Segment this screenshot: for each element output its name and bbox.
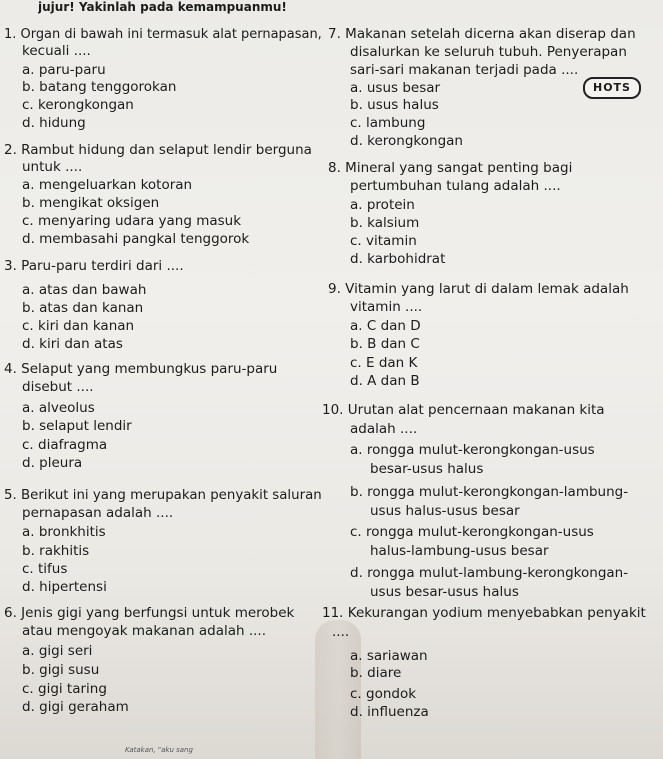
option-text: b. selaput lendir [22,418,132,434]
option-text: c. rongga mulut-kerongkongan-usus [350,524,594,540]
option-text: a. bronkhitis [22,524,106,540]
option-text: .... [332,624,350,640]
option-text: besar-usus halus [370,461,484,477]
option-text: c. menyaring udara yang masuk [22,213,242,229]
footer-text: Katakan, "aku sang [125,746,193,754]
option-text: c. diafragma [22,437,108,453]
option-text: vitamin .... [350,299,423,315]
option-text: d. kerongkongan [350,133,463,149]
option-text: c. tifus [22,561,68,577]
option-text: d. kiri dan atas [22,336,123,352]
option-text: b. diare [350,665,402,681]
option-text: d. karbohidrat [350,251,446,267]
option-text: c. gigi taring [22,681,107,697]
question-text: 6. Jenis gigi yang berfungsi untuk merobek [4,605,295,621]
option-text: d. membasahi pangkal tenggorok [22,231,250,247]
option-text: a. paru-paru [22,62,106,78]
option-text: c. vitamin [350,233,417,249]
question-text: 9. Vitamin yang larut di dalam lemak adalah [328,281,629,297]
option-text: b. atas dan kanan [22,300,144,316]
option-text: d. influenza [350,704,429,720]
option-text: a. sariawan [350,648,428,664]
option-text: usus halus-usus besar [370,503,520,519]
option-text: d. gigi geraham [22,699,129,715]
option-text: d. pleura [22,455,83,471]
option-text: pernapasan adalah .... [22,505,174,521]
option-text: a. atas dan bawah [22,282,147,298]
option-text: a. usus besar [350,80,441,96]
question-text: 11. Kekurangan yodium menyebabkan penyakit [322,605,646,621]
option-text: b. batang tenggorokan [22,79,177,95]
option-text: b. rakhitis [22,543,90,559]
option-text: b. gigi susu [22,662,100,678]
option-text: usus besar-usus halus [370,584,519,600]
question-text: 8. Mineral yang sangat penting bagi [328,160,573,176]
option-text: a. rongga mulut-kerongkongan-usus [350,442,595,458]
question-text: 10. Urutan alat pencernaan makanan kita [322,402,605,418]
option-text: c. gondok [350,686,417,702]
option-text: c. E dan K [350,355,418,371]
option-text: untuk .... [22,159,83,175]
option-text: halus-lambung-usus besar [370,543,549,559]
option-text: a. protein [350,197,415,213]
page-header: jujur! Yakinlah pada kemampuanmu! [38,0,287,14]
question-text: 3. Paru-paru terdiri dari .... [4,258,184,274]
option-text: atau mengoyak makanan adalah .... [22,623,267,639]
option-text: b. usus halus [350,97,439,113]
option-text: a. alveolus [22,400,95,416]
option-text: c. kiri dan kanan [22,318,135,334]
option-text: sari-sari makanan terjadi pada .... [350,62,579,78]
option-text: a. mengeluarkan kotoran [22,177,193,193]
option-text: a. gigi seri [22,643,93,659]
option-text: kecuali .... [22,43,91,59]
question-text: 1. Organ di bawah ini termasuk alat pernapasan, [4,26,322,42]
option-text: pertumbuhan tulang adalah .... [350,178,561,194]
option-text: b. rongga mulut-kerongkongan-lambung- [350,484,629,500]
question-text: 5. Berikut ini yang merupakan penyakit saluran [4,487,322,503]
question-text: 2. Rambut hidung dan selaput lendir berguna [4,142,312,158]
option-text: d. rongga mulut-lambung-kerongkongan- [350,565,629,581]
option-text: b. B dan C [350,336,420,352]
option-text: d. hipertensi [22,579,107,595]
option-text: b. mengikat oksigen [22,195,160,211]
option-text: disebut .... [22,379,94,395]
option-text: c. kerongkongan [22,97,134,113]
option-text: d. hidung [22,115,86,131]
option-text: adalah .... [350,421,418,437]
hots-badge: HOTS [583,77,641,99]
option-text: c. lambung [350,115,426,131]
option-text: disalurkan ke seluruh tubuh. Penyerapan [350,44,627,60]
option-text: b. kalsium [350,215,420,231]
question-text: 7. Makanan setelah dicerna akan diserap dan [328,26,636,42]
question-text: 4. Selaput yang membungkus paru-paru [4,361,278,377]
option-text: d. A dan B [350,373,420,389]
option-text: a. C dan D [350,318,421,334]
